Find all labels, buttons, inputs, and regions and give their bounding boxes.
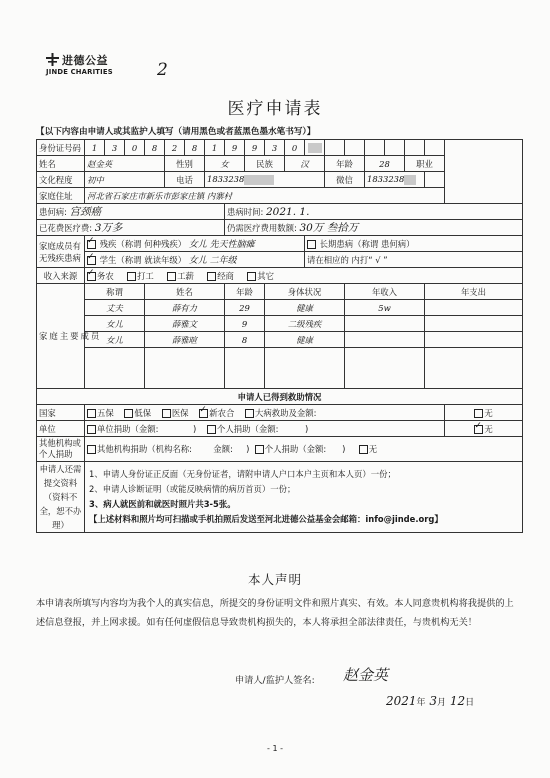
unit-label: 单位 xyxy=(37,421,85,437)
wechat-label: 微信 xyxy=(325,172,365,188)
member-health[interactable]: 健康 xyxy=(265,300,345,316)
gender-label: 性别 xyxy=(165,156,205,172)
id-digit[interactable]: 3 xyxy=(105,140,125,156)
state-none-cell[interactable] xyxy=(445,405,523,421)
member-expense[interactable] xyxy=(425,332,523,348)
signature-value[interactable]: 赵金英 xyxy=(343,666,389,684)
disabled-checkbox[interactable] xyxy=(87,240,96,249)
id-label: 身份证号码 xyxy=(37,140,85,156)
state-option: 低保 xyxy=(134,407,152,418)
income-label: 收入来源 xyxy=(37,268,85,284)
id-digit[interactable]: 1 xyxy=(205,140,225,156)
id-row xyxy=(37,140,523,156)
member-header-row xyxy=(37,284,523,300)
member-name[interactable] xyxy=(145,348,225,389)
income-option: 其它 xyxy=(257,270,274,281)
declaration-text: 本申请表所填写内容均为我个人的真实信息，所提交的身份证明文件和照片真实、有效。本人同意贵机构将我提供的上述信息登报，并上网求援。如有任何虚假信息导致贵机构损失的，本人将承担全部法律责任，与贵机构无关！ xyxy=(36,598,514,628)
month-unit: 月 xyxy=(437,698,447,708)
aid-section-row xyxy=(37,389,523,405)
other-person-option: 个人捐助（金额: xyxy=(264,444,327,454)
disabled-hand: 女儿 先天性脑瘫 xyxy=(188,240,255,250)
address-label: 家庭住址 xyxy=(37,188,85,204)
unit-option: 单位捐助（金额: xyxy=(97,423,159,434)
student-option-text: 学生（称谓 就读年级） xyxy=(99,255,187,265)
onset-value: 2021. 1. xyxy=(266,205,310,218)
member-health[interactable] xyxy=(265,348,345,389)
state-label: 国家 xyxy=(37,405,85,421)
member-row-empty xyxy=(37,348,523,389)
student-hand: 女儿 二年级 xyxy=(188,256,237,266)
name-value[interactable]: 赵金英 xyxy=(85,156,165,172)
income-checkbox[interactable] xyxy=(167,272,176,281)
student-option[interactable] xyxy=(85,252,305,268)
disabled-option[interactable] xyxy=(85,236,305,252)
disease-row xyxy=(37,204,523,220)
member-age[interactable]: 8 xyxy=(225,332,265,348)
id-digit[interactable]: 2 xyxy=(165,140,185,156)
member-header: 姓名 xyxy=(145,284,225,300)
tick-hint: 请在相应的 内打“ √ ” xyxy=(305,252,523,268)
state-none-label: 无 xyxy=(484,407,493,418)
redaction-block xyxy=(404,175,416,185)
other-org-options: 其他机构捐助（机构名称: 金额: ) 个人捐助（金额: ) 无 xyxy=(85,437,523,462)
disabled-option-text: 残疾（称谓 何种残疾） xyxy=(99,239,187,249)
unit-none-label: 无 xyxy=(484,423,493,434)
state-option: 五保 xyxy=(97,407,114,418)
income-checkbox[interactable] xyxy=(207,272,216,281)
id-digit[interactable]: 9 xyxy=(225,140,245,156)
signature-date[interactable] xyxy=(386,694,474,708)
unit-none-checkbox[interactable] xyxy=(474,425,483,434)
member-expense[interactable] xyxy=(425,316,523,332)
date-month: 3 xyxy=(429,694,438,708)
name-label: 姓名 xyxy=(37,156,85,172)
chronic-option[interactable] xyxy=(305,236,523,252)
member-income[interactable] xyxy=(345,332,425,348)
member-age[interactable]: 29 xyxy=(225,300,265,316)
logo-cn-text: 进德公益 xyxy=(62,54,108,67)
age-value[interactable]: 28 xyxy=(365,156,405,172)
income-option: 打工 xyxy=(137,270,154,281)
other-org-row xyxy=(37,437,523,462)
wechat-value[interactable] xyxy=(365,172,425,188)
state-option: 新农合 xyxy=(209,407,235,418)
income-option: 经商 xyxy=(217,270,234,281)
date-day: 12 xyxy=(449,694,466,708)
id-digit[interactable] xyxy=(325,140,345,156)
wechat-digits: 1833238 xyxy=(367,174,405,185)
gender-value[interactable]: 女 xyxy=(205,156,245,172)
date-year: 2021 xyxy=(386,694,417,708)
address-value[interactable]: 河北省石家庄市新乐市彭家庄镇 内寨村 xyxy=(85,188,445,204)
member-name[interactable]: 薛雅暄 xyxy=(145,332,225,348)
age-label: 年龄 xyxy=(325,156,365,172)
cost-row xyxy=(37,220,523,236)
photo-area xyxy=(445,140,523,204)
submit-row xyxy=(37,462,523,533)
income-options xyxy=(85,268,523,284)
fill-instructions: 【以下内容由申请人或其监护人填写（请用黑色或者蓝黑色墨水笔书写）】 xyxy=(36,127,316,137)
member-section-label: 家庭主要成员 xyxy=(37,284,85,389)
member-health[interactable]: 二级残疾 xyxy=(265,316,345,332)
other-org-label: 其他机构或个人捐助 xyxy=(37,437,85,462)
member-income[interactable] xyxy=(345,316,425,332)
student-checkbox[interactable] xyxy=(87,256,96,265)
state-checkbox[interactable] xyxy=(162,409,171,418)
id-digit[interactable] xyxy=(365,140,385,156)
other-org-option: 其他机构捐助（机构名称: xyxy=(97,444,192,454)
state-none-checkbox[interactable] xyxy=(474,409,483,418)
unit-aid-row xyxy=(37,421,523,437)
member-relation[interactable]: 丈夫 xyxy=(85,300,145,316)
member-name[interactable]: 薛有力 xyxy=(145,300,225,316)
member-age[interactable] xyxy=(225,348,265,389)
other-none-label: 无 xyxy=(368,444,378,454)
jinde-logo-icon xyxy=(46,53,59,66)
income-checkbox[interactable] xyxy=(127,272,136,281)
id-digit[interactable] xyxy=(305,140,325,156)
member-expense[interactable] xyxy=(425,348,523,389)
member-header: 称谓 xyxy=(85,284,145,300)
member-income[interactable] xyxy=(345,348,425,389)
state-aid-row xyxy=(37,405,523,421)
id-digit[interactable]: 8 xyxy=(185,140,205,156)
form-title: 医疗申请表 xyxy=(227,99,323,119)
spent-label: 已花费医疗费: xyxy=(39,223,93,233)
onset-cell[interactable] xyxy=(225,204,523,220)
state-option: 医保 xyxy=(171,407,189,418)
family-patient-row-2 xyxy=(37,252,523,268)
other-person-checkbox[interactable] xyxy=(255,445,264,454)
id-digit[interactable] xyxy=(345,140,365,156)
application-table xyxy=(36,139,523,533)
id-digit[interactable]: 0 xyxy=(285,140,305,156)
unit-checkbox[interactable] xyxy=(207,425,216,434)
declaration-title: 本人声明 xyxy=(247,572,302,587)
handwritten-page-number: 2 xyxy=(157,60,168,80)
member-header: 年龄 xyxy=(225,284,265,300)
unit-options: 单位捐助（金额: ) 个人捐助（金额: ) xyxy=(85,421,445,437)
edu-label: 文化程度 xyxy=(37,172,85,188)
state-checkbox[interactable] xyxy=(199,409,208,418)
member-row xyxy=(37,300,523,316)
redaction-block xyxy=(308,143,322,153)
logo-en-text: JINDE CHARITIES xyxy=(46,68,113,76)
phone-value[interactable] xyxy=(205,172,325,188)
member-relation[interactable] xyxy=(85,348,145,389)
other-none-checkbox[interactable] xyxy=(359,445,368,454)
job-label: 职业 xyxy=(405,156,445,172)
state-options xyxy=(85,405,445,421)
unit-checkbox[interactable] xyxy=(87,425,96,434)
signature-label: 申请人/监护人签名: xyxy=(235,675,315,686)
member-header: 年支出 xyxy=(425,284,523,300)
id-digit[interactable] xyxy=(425,140,445,156)
member-age[interactable]: 9 xyxy=(225,316,265,332)
disease-value: 宫颈癌 xyxy=(69,206,102,218)
member-health[interactable]: 健康 xyxy=(265,332,345,348)
chronic-checkbox[interactable] xyxy=(307,240,316,249)
onset-label: 患病时间: xyxy=(227,206,264,217)
page-footer: - 1 - xyxy=(267,744,283,753)
aid-section-title: 申请人已得到救助情况 xyxy=(37,389,523,405)
income-checkbox[interactable] xyxy=(247,272,256,281)
member-row xyxy=(37,316,523,332)
disease-label: 患何病: xyxy=(39,207,67,217)
ethnic-label: 民族 xyxy=(245,156,285,172)
submit-item: 3、病人就医前和就医时照片共3-5张。 xyxy=(89,499,236,509)
ethnic-value[interactable]: 汉 xyxy=(285,156,325,172)
member-expense[interactable] xyxy=(425,300,523,316)
chronic-option-text: 长期患病（称谓 患何病） xyxy=(319,238,415,249)
need-value: 30万 叁拾万 xyxy=(299,222,359,234)
spent-cell[interactable] xyxy=(37,220,225,236)
id-digit[interactable]: 0 xyxy=(125,140,145,156)
member-relation[interactable]: 女儿 xyxy=(85,332,145,348)
family-patient-row-1 xyxy=(37,236,523,252)
day-unit: 日 xyxy=(465,698,475,708)
submit-item: 1、申请人身份证正反面（无身份证者，请附申请人户口本户主页和本人页）一份； xyxy=(89,469,396,479)
member-header: 年收入 xyxy=(345,284,425,300)
income-option: 务农 xyxy=(97,270,114,281)
member-income[interactable]: 5w xyxy=(345,300,425,316)
income-row xyxy=(37,268,523,284)
redaction-block xyxy=(244,175,274,185)
state-checkbox[interactable] xyxy=(124,409,133,418)
member-relation[interactable]: 女儿 xyxy=(85,316,145,332)
other-org-checkbox[interactable] xyxy=(87,445,96,454)
phone-label: 电话 xyxy=(165,172,205,188)
id-digit[interactable]: 1 xyxy=(85,140,105,156)
submit-label: 申请人还需提交资料（资料不全，恕不办理） xyxy=(37,462,85,533)
submit-email-note: 【上述材料和照片均可扫描或手机拍照后发送至河北进德公益基金会邮箱：info@jinde.org】 xyxy=(89,514,443,524)
phone-digits: 1833238 xyxy=(207,174,245,185)
unit-option: 个人捐助（金额: xyxy=(216,423,279,434)
id-digit[interactable] xyxy=(405,140,425,156)
income-option: 工薪 xyxy=(177,270,194,281)
state-checkbox[interactable] xyxy=(245,409,254,418)
spent-value: 3万多 xyxy=(94,222,123,234)
id-digit[interactable] xyxy=(385,140,405,156)
member-header: 身体状况 xyxy=(265,284,345,300)
year-unit: 年 xyxy=(416,698,426,708)
need-cell[interactable] xyxy=(225,220,523,236)
id-digit[interactable]: 3 xyxy=(265,140,285,156)
member-row xyxy=(37,332,523,348)
edu-value[interactable]: 初中 xyxy=(85,172,165,188)
id-digit[interactable]: 8 xyxy=(145,140,165,156)
member-name[interactable]: 薛雅文 xyxy=(145,316,225,332)
family-patient-label: 家庭成员有无残疾患病 xyxy=(37,236,85,268)
submit-item: 2、申请人诊断证明（或能反映病情的病历首页）一份； xyxy=(89,484,296,494)
disease-cell[interactable] xyxy=(37,204,225,220)
other-org-amount: 金额: xyxy=(213,444,233,454)
id-digit[interactable]: 9 xyxy=(245,140,265,156)
jinde-logo xyxy=(46,52,138,82)
state-option: 大病救助及金额: xyxy=(255,407,317,418)
income-checkbox[interactable] xyxy=(87,272,96,281)
state-checkbox[interactable] xyxy=(87,409,96,418)
unit-none-cell[interactable] xyxy=(445,421,523,437)
submit-items xyxy=(85,462,523,533)
need-label: 仍需医疗费用数额: xyxy=(227,223,297,233)
